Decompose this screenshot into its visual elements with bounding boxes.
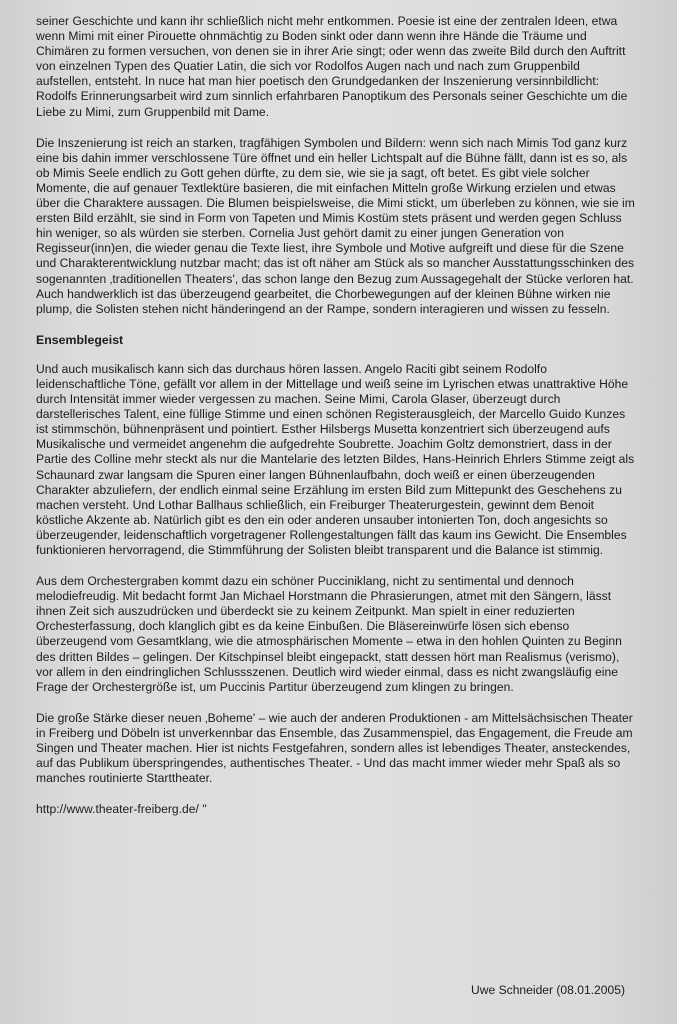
- section-heading: Ensemblegeist: [36, 332, 124, 347]
- paragraph-conclusion: Die große Stärke dieser neuen ‚Boheme' – wie auch der anderen Produktionen - am Mittelsächsischen Theater in Freiberg und Döbeln ist unverkennbar das Ensemble, das Zusammenspiel, das Engagement, die Freude am Singen und Theater machen. Hier ist nichts Festgefahren, sondern alles ist lebendiges Theater, ansteckendes, auf das Publikum überspringendes, authentisches Theater. - Und das macht immer wieder mehr Spaß als so manches routinierte Starttheater.: [36, 710, 633, 786]
- source-url: http://www.theater-freiberg.de/ ": [36, 802, 207, 817]
- paragraph-orchestra: Aus dem Orchestergraben kommt dazu ein schöner Pucciniklang, nicht zu sentimental und dennoch melodiefreudig. Mit bedacht formt Jan Michael Horstmann die Phrasierungen, atmet mit den Sängern, lässt ihnen Zeit sich auszudrücken und überdeckt sie zu keinem Zeitpunkt. Man spielt in einer reduzierten Orchesterfassung, doch klanglich gibt es da keine Einbußen. Die Bläsereinwürfe lösen sich ebenso überzeugend vom Gesamtklang, wie die atmosphärischen Momente – etwa in den hohlen Quinten zu Beginn des dritten Bildes – gelingen. Der Kitschpinsel bleibt eingepackt, statt dessen hört man Realismus (verismo), vor allem in den eindringlichen Schlussszenen. Deutlich wird wieder einmal, dass es nicht zwangsläufig eine Frage der Orchestergröße ist, um Puccinis Partitur überzeugend zum klingen zu bringen.: [36, 574, 622, 694]
- author-signature: Uwe Schneider (08.01.2005): [471, 983, 625, 997]
- article-body: [36, 14, 638, 817]
- paragraph-singers: Und auch musikalisch kann sich das durchaus hören lassen. Angelo Raciti gibt seinem Rodolfo leidenschaftliche Töne, gefällt vor allem in der Mittellage und weiß seine im Lyrischen etwas unattraktive Höhe durch Intensität immer wieder vergessen zu machen. Seine Mimi, Carola Glaser, überzeugt durch darstellerisches Talent, eine füllige Stimme und einen schönen Registerausgleich, der Marcello Guido Kunzes ist stimmschön, bühnenpräsent und pointiert. Esther Hilsbergs Musetta konzentriert sich überzeugend aufs Musikalische und vermeidet angenehm die aufgedrehte Soubrette. Joachim Goltz demonstriert, dass in der Partie des Colline mehr steckt als nur die Mantelarie des letzten Bildes, Hans-Heinrich Ehrlers Stimme zeigt als Schaunard zwar langsam die Spuren einer langen Bühnenlaufbahn, doch weiß er einen überzeugenden Charakter abzuliefern, der endlich einmal seine Erzählung im ersten Bild zum Mittepunkt des Geschehens zu machen versteht. Und Lothar Ballhaus schließlich, ein Freiburger Theaterurgestein, gewinnt dem Benoit köstliche Akzente ab. Natürlich gibt es den ein oder anderen unsauber intonierten Ton, doch angesichts so überzeugender, leidenschaftlich vorgetragener Rollengestaltungen fällt das kaum ins Gewicht. Die Ensembles funktionieren hervorragend, die Stimmführung der Solisten bleibt transparent und die Balance ist stimmig.: [36, 361, 635, 557]
- paragraph-staging: Die Inszenierung ist reich an starken, tragfähigen Symbolen und Bildern: wenn sich nach Mimis Tod ganz kurz eine bis dahin immer verschlossene Türe öffnet und ein heller Lichtspalt auf die Bühne fällt, dann ist es so, als ob Mimis Seele endlich zu Gott gehen dürfte, zu dem sie, wie sie ja sagt, oft betet. Es gibt viele solcher Momente, die auf genauer Textlektüre basieren, die mit einfachen Mitteln große Wirkung erzielen und etwas über die Charaktere aussagen. Die Blumen beispielsweise, die Mimi stickt, um überleben zu können, wie sie im ersten Bild erzählt, sie sind in Form von Tapeten und Mimis Kostüm stets präsent und werden gegen Schluss hin weniger, so als würden sie sterben. Cornelia Just gehört damit zu einer jungen Generation von Regisseur(inn)en, die wieder genau die Texte liest, ihre Symbole und Motive aufgreift und diese für die Szene und Charakterentwicklung nutzbar macht; das ist oft näher am Stück als so mancher Ausstattungsschinken des sogenannten ‚traditionellen Theaters', das schon lange den Bezug zum Aussagegehalt der Stücke verloren hat. Auch handwerklich ist das überzeugend gearbeitet, die Chorbewegungen auf der kleinen Bühne wirken nie plump, die Solisten stehen nicht händeringend an der Rampe, sondern interagieren und wissen zu fesseln.: [36, 135, 635, 316]
- paragraph-intro: seiner Geschichte und kann ihr schließlich nicht mehr entkommen. Poesie ist eine der zentralen Ideen, etwa wenn Mimi mit einer Pirouette ohnmächtig zu Boden sinkt oder dann wenn ihre Hände die Träume und Chimären zu formen versuchen, von denen sie in ihrer Arie singt; oder wenn das zweite Bild durch den Auftritt von einzelnen Typen des Quatier Latin, die sich vor Rodolfos Augen nach und nach zum Gruppenbild aufstellen, entsteht. In nuce hat man hier poetisch den Grundgedanken der Inszenierung versinnbildlicht: Rodolfs Erinnerungsarbeit wird zum sinnlich erfahrbaren Panoptikum des Personals seiner Geschichte um die Liebe zu Mimi, zum Gruppenbild mit Dame.: [36, 14, 628, 119]
